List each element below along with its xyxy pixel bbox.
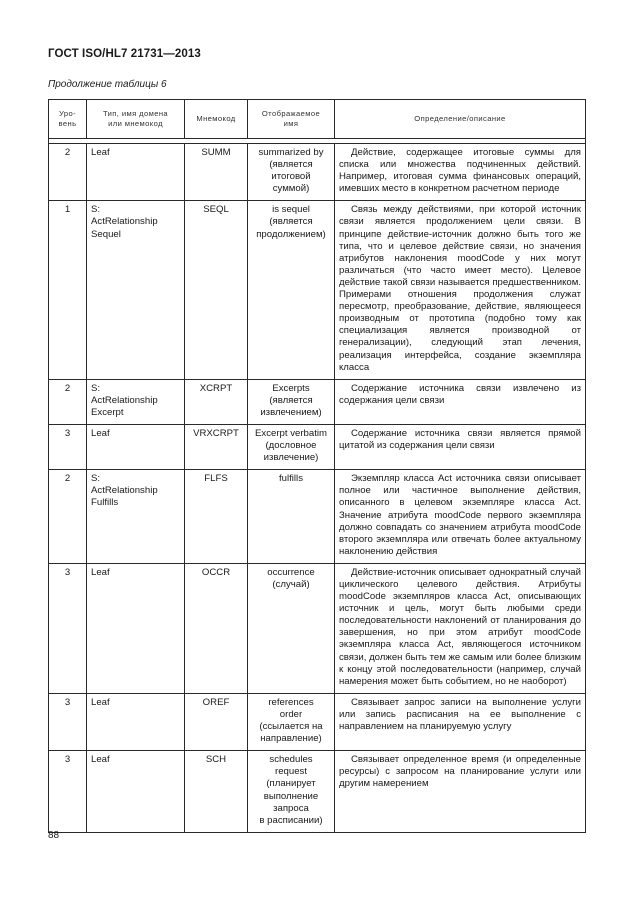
cell-type: S: ActRelationship Excerpt: [87, 379, 185, 424]
column-header-type: Тип, имя домена или мнемокод: [87, 100, 185, 139]
cell-definition: Действие-источник описывает однократный случай циклического целевого действия. Атрибуты moodCode экземпляров класса Act, описывающих источник и цель, могут быть любыми среди последовательности наклонений от планирования до завершения, но при этом атрибут moodCode экземпляра класса Act, являющегося источником связи, должен быть тем же самым или более близким к концу этой последовательности (например, случай намерения может быть событием, но не наоборот): [335, 563, 586, 693]
cell-type: Leaf: [87, 693, 185, 750]
cell-definition: Экземпляр класса Act источника связи описывает полное или частичное выполнение действия, описанного в целевом экземпляре класса Act. Значение атрибута moodCode первого экземпляра должно совпадать со значением атрибута moodCode второго экземпляра или отвечать более актуальному наклонению действия: [335, 470, 586, 564]
cell-name: summarized by (является итоговой суммой): [248, 144, 335, 201]
cell-name: occurrence (случай): [248, 563, 335, 693]
definitions-table: [48, 99, 586, 833]
cell-code: OCCR: [185, 563, 248, 693]
cell-code: SEQL: [185, 201, 248, 379]
cell-level: 1: [49, 201, 87, 379]
cell-level: 3: [49, 693, 87, 750]
table-row: [49, 424, 586, 469]
cell-level: 3: [49, 751, 87, 833]
table-row: [49, 470, 586, 564]
cell-type: Leaf: [87, 563, 185, 693]
column-header-level: Уро- вень: [49, 100, 87, 139]
cell-definition: Связь между действиями, при которой источник связи является продолжением цели связи. В принципе действие-источник должно быть того же типа, что и целевое действие связи, но значения атрибутов наклонения moodCode у них могут различаться (что часто имеет место). Целевое действие такой связи называется предшественником. Примерами отношения продолжения служат пересмотр, преобразование, действие, являющееся производным от прототипа (подобно тому как специализация является производной от генерализации), следующий этап лечения, реализация интерфейса, создание экземпляра класса: [335, 201, 586, 379]
cell-code: XCRPT: [185, 379, 248, 424]
table-row: [49, 563, 586, 693]
cell-level: 3: [49, 563, 87, 693]
table-row: [49, 751, 586, 833]
cell-level: 2: [49, 470, 87, 564]
cell-definition: Содержание источника связи извлечено из содержания цели связи: [335, 379, 586, 424]
cell-level: 2: [49, 144, 87, 201]
cell-definition: Содержание источника связи является прямой цитатой из содержания цели связи: [335, 424, 586, 469]
column-header-definition: Определение/описание: [335, 100, 586, 139]
cell-code: VRXCRPT: [185, 424, 248, 469]
cell-definition: Связывает запрос записи на выполнение услуги или запись расписания на ее выполнение с направлением на планируемую услугу: [335, 693, 586, 750]
column-header-code: Мнемокод: [185, 100, 248, 139]
cell-type: Leaf: [87, 144, 185, 201]
cell-name: references order (ссылается на направление): [248, 693, 335, 750]
cell-type: Leaf: [87, 751, 185, 833]
table-header-row: [49, 100, 586, 139]
cell-name: schedules request (планирует выполнение запроса в расписании): [248, 751, 335, 833]
cell-code: FLFS: [185, 470, 248, 564]
table-row: [49, 201, 586, 379]
column-header-name: Отображаемое имя: [248, 100, 335, 139]
cell-name: is sequel (является продолжением): [248, 201, 335, 379]
cell-type: S: ActRelationship Sequel: [87, 201, 185, 379]
cell-type: S: ActRelationship Fulfills: [87, 470, 185, 564]
table-row: [49, 144, 586, 201]
table-caption: Продолжение таблицы 6: [48, 79, 167, 90]
cell-name: Excerpts (является извлечением): [248, 379, 335, 424]
cell-code: SUMM: [185, 144, 248, 201]
cell-code: SCH: [185, 751, 248, 833]
table-row: [49, 379, 586, 424]
cell-name: fulfills: [248, 470, 335, 564]
cell-name: Excerpt verbatim (дословное извлечение): [248, 424, 335, 469]
cell-code: OREF: [185, 693, 248, 750]
cell-level: 2: [49, 379, 87, 424]
cell-definition: Связывает определенное время (и определенные ресурсы) с запросом на планирование услуги или другим намерением: [335, 751, 586, 833]
document-header: ГОСТ ISO/HL7 21731—2013: [48, 48, 201, 60]
page-number: 88: [48, 830, 60, 841]
cell-definition: Действие, содержащее итоговые суммы для списка или множества подчиненных действий. Например, итоговая сумма финансовых операций, имевших место в конкретном расчетном периоде: [335, 144, 586, 201]
cell-type: Leaf: [87, 424, 185, 469]
cell-level: 3: [49, 424, 87, 469]
table-row: [49, 693, 586, 750]
